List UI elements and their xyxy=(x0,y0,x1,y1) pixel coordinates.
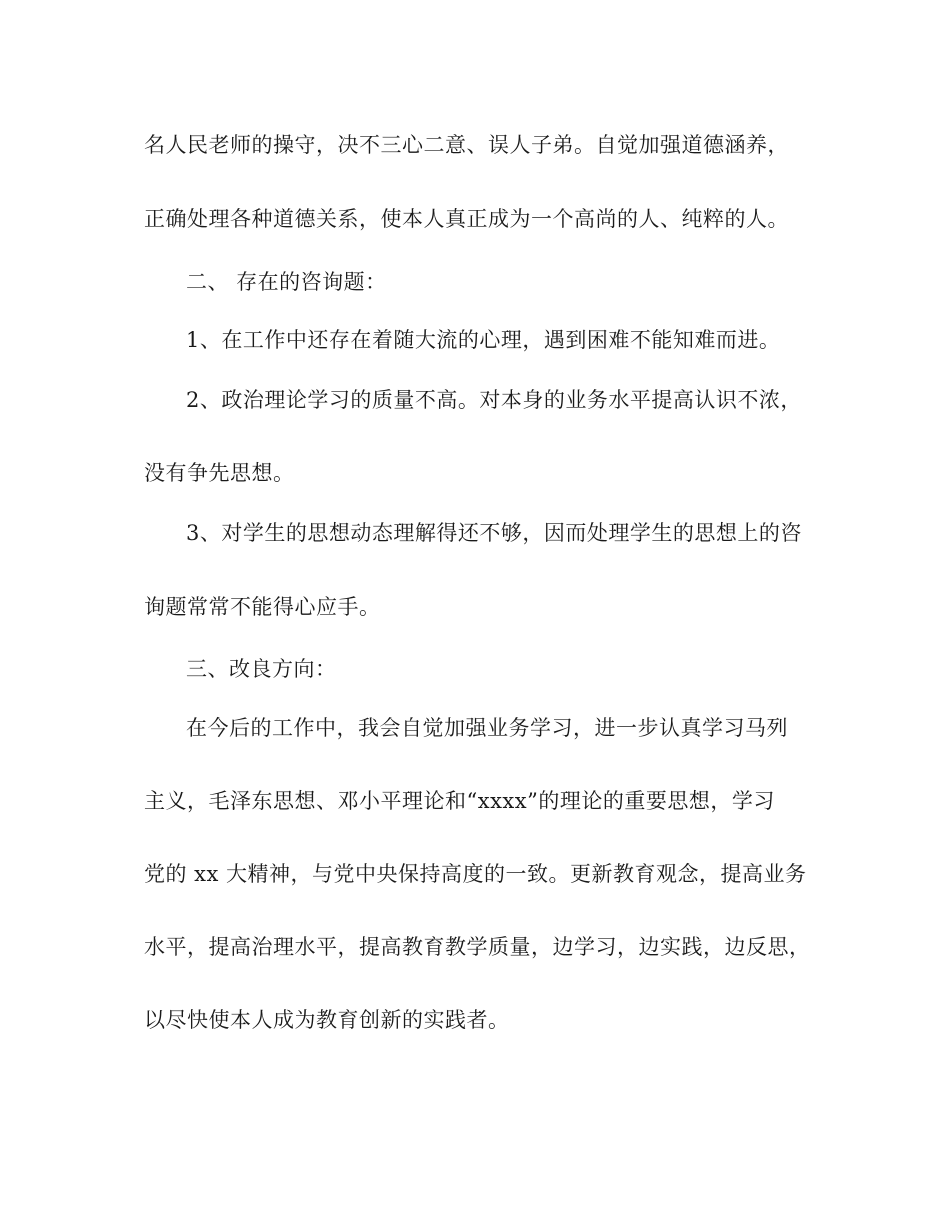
list-item: 2、政治理论学习的质量不高。对本身的业务水平提高认识不浓， xyxy=(186,388,802,412)
text-line: 正确处理各种道德关系，使本人真正成为一个高尚的人、纯粹的人。 xyxy=(144,207,789,231)
text-line: 询题常常不能得心应手。 xyxy=(144,595,381,619)
text-line: 名人民老师的操守，决不三心二意、误人子弟。自觉加强道德涵养， xyxy=(144,133,789,157)
section-heading: 二、 存在的咨询题： xyxy=(186,270,387,294)
list-item: 3、对学生的思想动态理解得还不够，因而处理学生的思想上的咨 xyxy=(186,521,802,545)
paragraph-line: 主义，毛泽东思想、邓小平理论和“xxxx”的理论的重要思想，学习 xyxy=(144,789,775,813)
list-item: 1、在工作中还存在着随大流的心理，遇到困难不能知难而进。 xyxy=(186,328,781,352)
paragraph-line: 水平，提高治理水平，提高教育教学质量，边学习，边实践，边反思， xyxy=(144,935,811,959)
paragraph-line: 在今后的工作中，我会自觉加强业务学习，进一步认真学习马列 xyxy=(186,716,788,740)
paragraph-line: 以尽快使本人成为教育创新的实践者。 xyxy=(144,1008,510,1032)
paragraph-line: 党的 xx 大精神，与党中央保持高度的一致。更新教育观念，提高业务 xyxy=(144,862,807,886)
section-heading: 三、改良方向： xyxy=(186,657,337,681)
text-line: 没有争先思想。 xyxy=(144,461,295,485)
